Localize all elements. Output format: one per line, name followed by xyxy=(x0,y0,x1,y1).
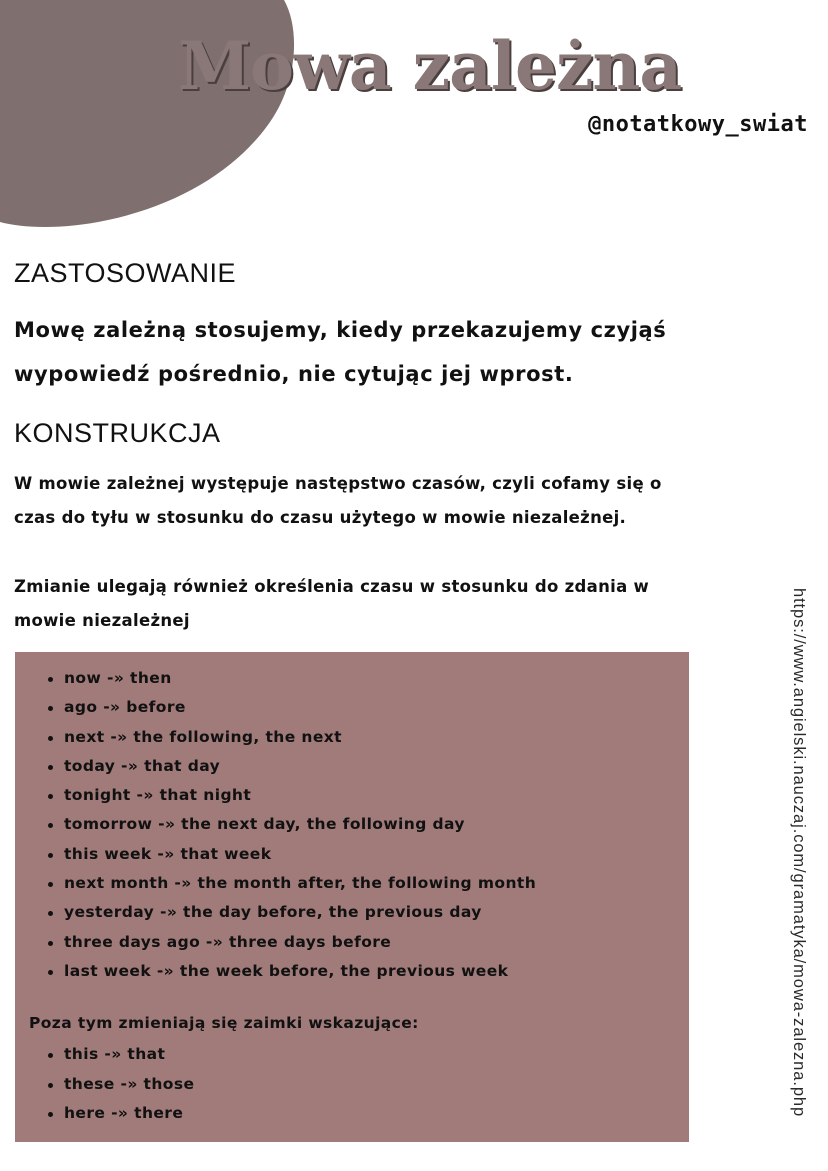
list-item: three days ago -» three days before xyxy=(15,928,689,957)
list-item: tomorrow -» the next day, the following day xyxy=(15,810,689,839)
time-change-text xyxy=(14,570,649,638)
usage-line: wypowiedź pośrednio, nie cytując jej wprost. xyxy=(14,362,574,386)
time-change-line: Zmianie ulegają również określenia czasu w stosunku do zdania w xyxy=(14,577,650,596)
time-expressions-list xyxy=(15,664,689,986)
list-item: next month -» the month after, the following month xyxy=(15,869,689,898)
section-heading-usage: ZASTOSOWANIE xyxy=(14,258,237,288)
pronouns-intro: Poza tym zmieniają się zaimki wskazujące: xyxy=(29,1014,419,1033)
list-item: this -» that xyxy=(15,1040,689,1069)
author-handle: @notatkowy_swiat xyxy=(588,112,808,137)
section-heading-construction: KONSTRUKCJA xyxy=(14,418,221,448)
source-url: https://www.angielski.nauczaj.com/gramatyka/mowa-zalezna.php xyxy=(790,588,808,1118)
time-change-line: mowie niezależnej xyxy=(14,611,190,630)
usage-line: Mowę zależną stosujemy, kiedy przekazujemy czyjąś xyxy=(14,318,667,342)
list-item: here -» there xyxy=(15,1099,689,1128)
examples-box xyxy=(15,652,689,1142)
page-title: Mowa zależna xyxy=(178,27,682,105)
list-item: yesterday -» the day before, the previous day xyxy=(15,898,689,927)
list-item: last week -» the week before, the previous week xyxy=(15,957,689,986)
construction-line: W mowie zależnej występuje następstwo czasów, czyli cofamy się o xyxy=(14,474,662,493)
list-item: tonight -» that night xyxy=(15,781,689,810)
list-item: now -» then xyxy=(15,664,689,693)
usage-text xyxy=(14,308,666,396)
pronouns-list xyxy=(15,1040,689,1128)
list-item: today -» that day xyxy=(15,752,689,781)
construction-text xyxy=(14,467,662,535)
construction-line: czas do tyłu w stosunku do czasu użytego w mowie niezależnej. xyxy=(14,508,627,527)
list-item: this week -» that week xyxy=(15,840,689,869)
list-item: these -» those xyxy=(15,1070,689,1099)
list-item: ago -» before xyxy=(15,693,689,722)
list-item: next -» the following, the next xyxy=(15,723,689,752)
